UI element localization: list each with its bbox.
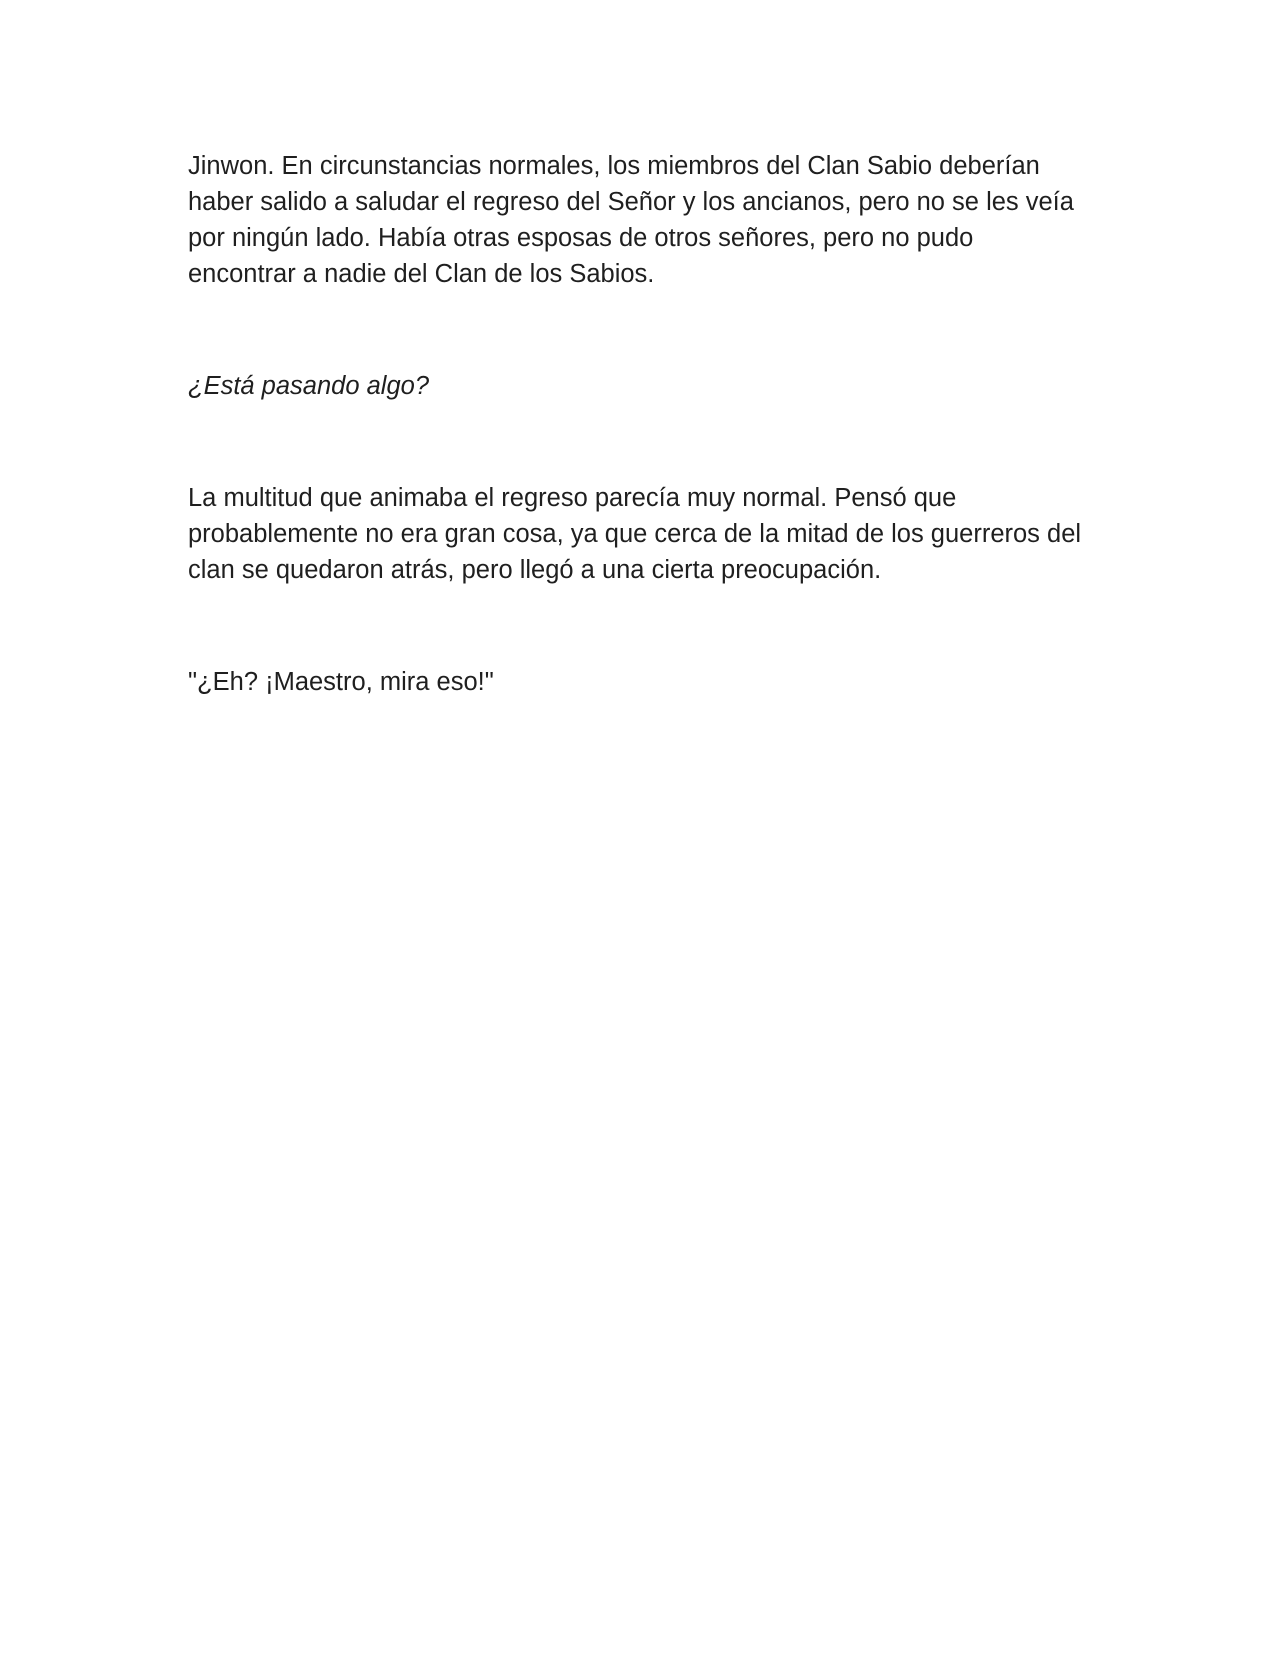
- paragraph-spacer: [188, 404, 1088, 480]
- paragraph-dialogue: "¿Eh? ¡Maestro, mira eso!": [188, 668, 494, 696]
- document-body: [188, 148, 1088, 700]
- paragraph-narration-2: La multitud que animaba el regreso parecía muy normal. Pensó que probablemente no era gran cosa, ya que cerca de la mitad de los guerreros del clan se quedaron atrás, pero llegó a una cierta preocupación.: [188, 484, 1082, 584]
- paragraph-narration-1: Jinwon. En circunstancias normales, los miembros del Clan Sabio deberían haber salido a saludar el regreso del Señor y los ancianos, pero no se les veía por ningún lado. Había otras esposas de otros señores, pero no pudo encontrar a nadie del Clan de los Sabios.: [188, 152, 1074, 288]
- paragraph-spacer: [188, 588, 1088, 664]
- paragraph-spacer: [188, 292, 1088, 368]
- paragraph-thought: ¿Está pasando algo?: [188, 372, 430, 400]
